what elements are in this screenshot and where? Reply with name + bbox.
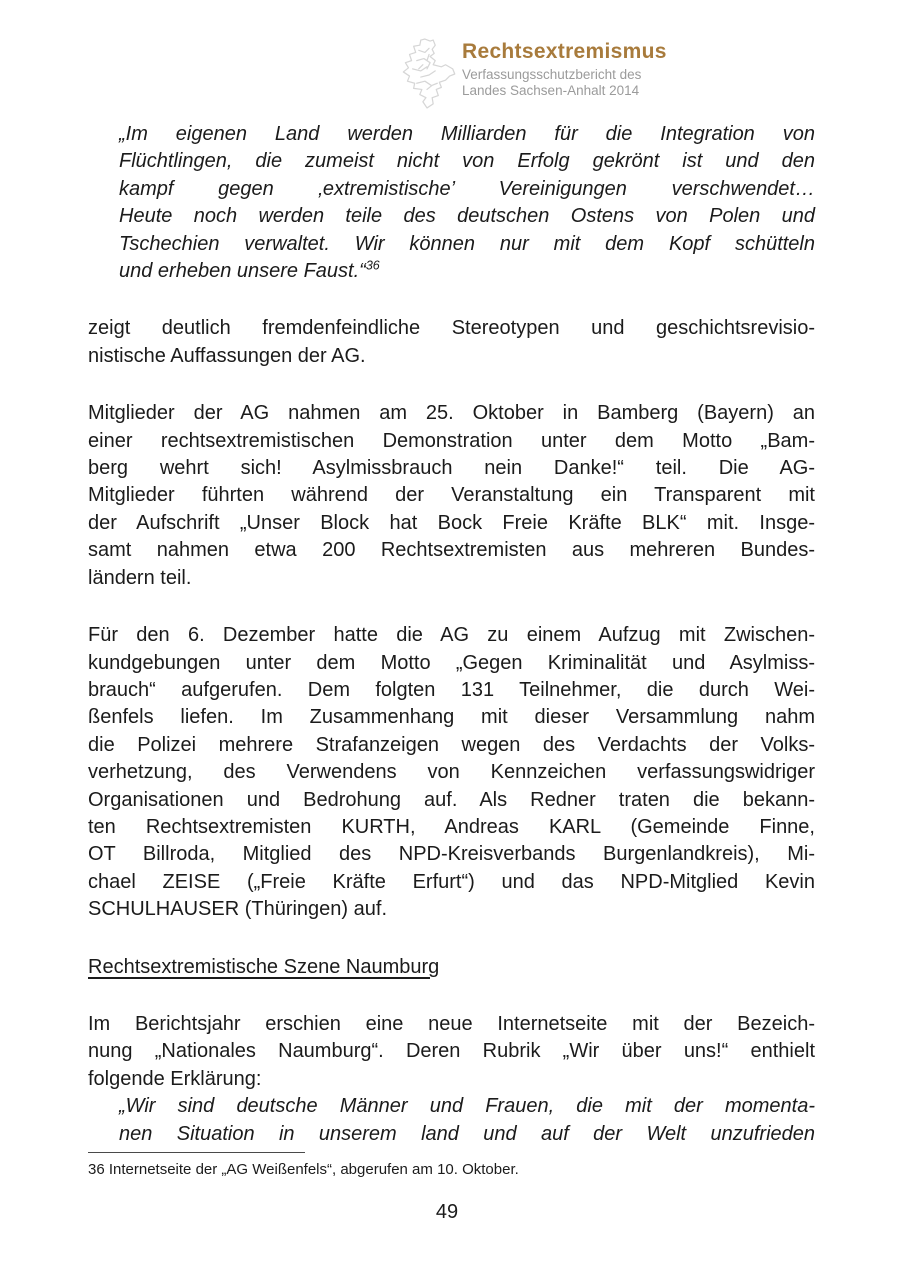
report-chapter-title: Rechtsextremismus [462,40,667,63]
text-line: Heute noch werden teile des deutschen Ostens von Polen und [119,205,815,228]
footnote-area [88,1152,815,1179]
text-line: Flüchtlingen, die zumeist nicht von Erfolg gekrönt ist und den [119,150,815,173]
quote-block-ag-weissenfels [119,121,815,285]
text-line: kundgebungen unter dem Motto „Gegen Kriminalität und Asylmiss- [88,651,815,674]
text-line: chael ZEISE („Freie Kräfte Erfurt“) und das NPD-Mitglied Kevin [88,870,815,893]
paragraph-bamberg-demo [88,400,815,592]
text-line: folgende Erklärung: [88,1067,262,1090]
footnote-36: 36 Internetseite der „AG Weißenfels“, abgerufen am 10. Oktober. [88,1161,519,1178]
header-text [462,38,667,98]
section-heading-text: Rechtsextremistische Szene Naumburg [88,955,440,978]
footnote-reference: 36 [365,258,380,273]
text-line: OT Billroda, Mitglied des NPD-Kreisverbands Burgenlandkreis), Mi- [88,843,815,866]
quote-block-nationales-naumburg [119,1093,815,1148]
text-line: der Aufschrift „Unser Block hat Bock Freie Kräfte BLK“ mit. Insge- [88,511,815,534]
report-subtitle [462,67,667,98]
text-line: Tschechien verwaltet. Wir können nur mit dem Kopf schütteln [119,232,815,255]
report-subtitle-line-1: Verfassungsschutzbericht des [462,67,642,82]
report-subtitle-line-2: Landes Sachsen-Anhalt 2014 [462,82,640,98]
text-line: nistische Auffassungen der AG. [88,344,366,367]
text-line: Mitglieder der AG nahmen am 25. Oktober in Bamberg (Bayern) an [88,402,815,425]
text-line: kampf gegen ‚extremistische’ Vereinigungen verschwendet… [119,177,815,200]
page-content [88,121,815,1148]
text-line: „Wir sind deutsche Männer und Frauen, die mit der momenta- [119,1095,815,1118]
page-number: 49 [435,1201,459,1223]
text-line: samt nahmen etwa 200 Rechtsextremisten aus mehreren Bundes- [88,539,815,562]
text-line: einer rechtsextremistischen Demonstration unter dem Motto „Bam- [88,429,815,452]
text-line: Im Berichtsjahr erschien eine neue Internetseite mit der Bezeich- [88,1012,815,1035]
text-line: SCHULHAUSER (Thüringen) auf. [88,898,387,921]
text-line: berg wehrt sich! Asylmissbrauch nein Danke!“ teil. Die AG- [88,457,815,480]
text-line: ländern teil. [88,566,192,589]
text-line: Für den 6. Dezember hatte die AG zu einem Aufzug mit Zwischen- [88,624,815,647]
text-line: ten Rechtsextremisten KURTH, Andreas KARL (Gemeinde Finne, [88,815,815,838]
text-line: nen Situation in unserem land und auf der Welt unzufrieden [119,1122,815,1145]
text-line: „Im eigenen Land werden Milliarden für die Integration von [119,123,815,145]
text-line: verhetzung, des Verwendens von Kennzeichen verfassungswidriger [88,761,815,784]
text-line: die Polizei mehrere Strafanzeigen wegen des Verdachts der Volks- [88,733,815,756]
paragraph-internetseite [88,1011,815,1093]
text-line: ßenfels liefen. Im Zusammenhang mit dieser Versammlung nahm [88,706,815,729]
sachsen-anhalt-map-icon [398,38,456,110]
section-heading-naumburg [88,954,815,981]
page-header [398,38,667,110]
footnote-separator [88,1152,305,1153]
paragraph-dezember-aufzug [88,622,815,923]
text-line: brauch“ aufgerufen. Dem folgten 131 Teilnehmer, die durch Wei- [88,678,815,701]
paragraph-stereotypes [88,315,815,370]
text-line: und erheben unsere Faust.“$^{36}$ [119,258,380,283]
text-line: zeigt deutlich fremdenfeindliche Stereotypen und geschichtsrevisio- [88,317,815,340]
text-line: Mitglieder führten während der Veranstaltung ein Transparent mit [88,484,815,507]
text-line: nung „Nationales Naumburg“. Deren Rubrik „Wir über uns!“ enthielt [88,1040,815,1063]
text-line: Organisationen und Bedrohung auf. Als Redner traten die bekann- [88,788,815,811]
